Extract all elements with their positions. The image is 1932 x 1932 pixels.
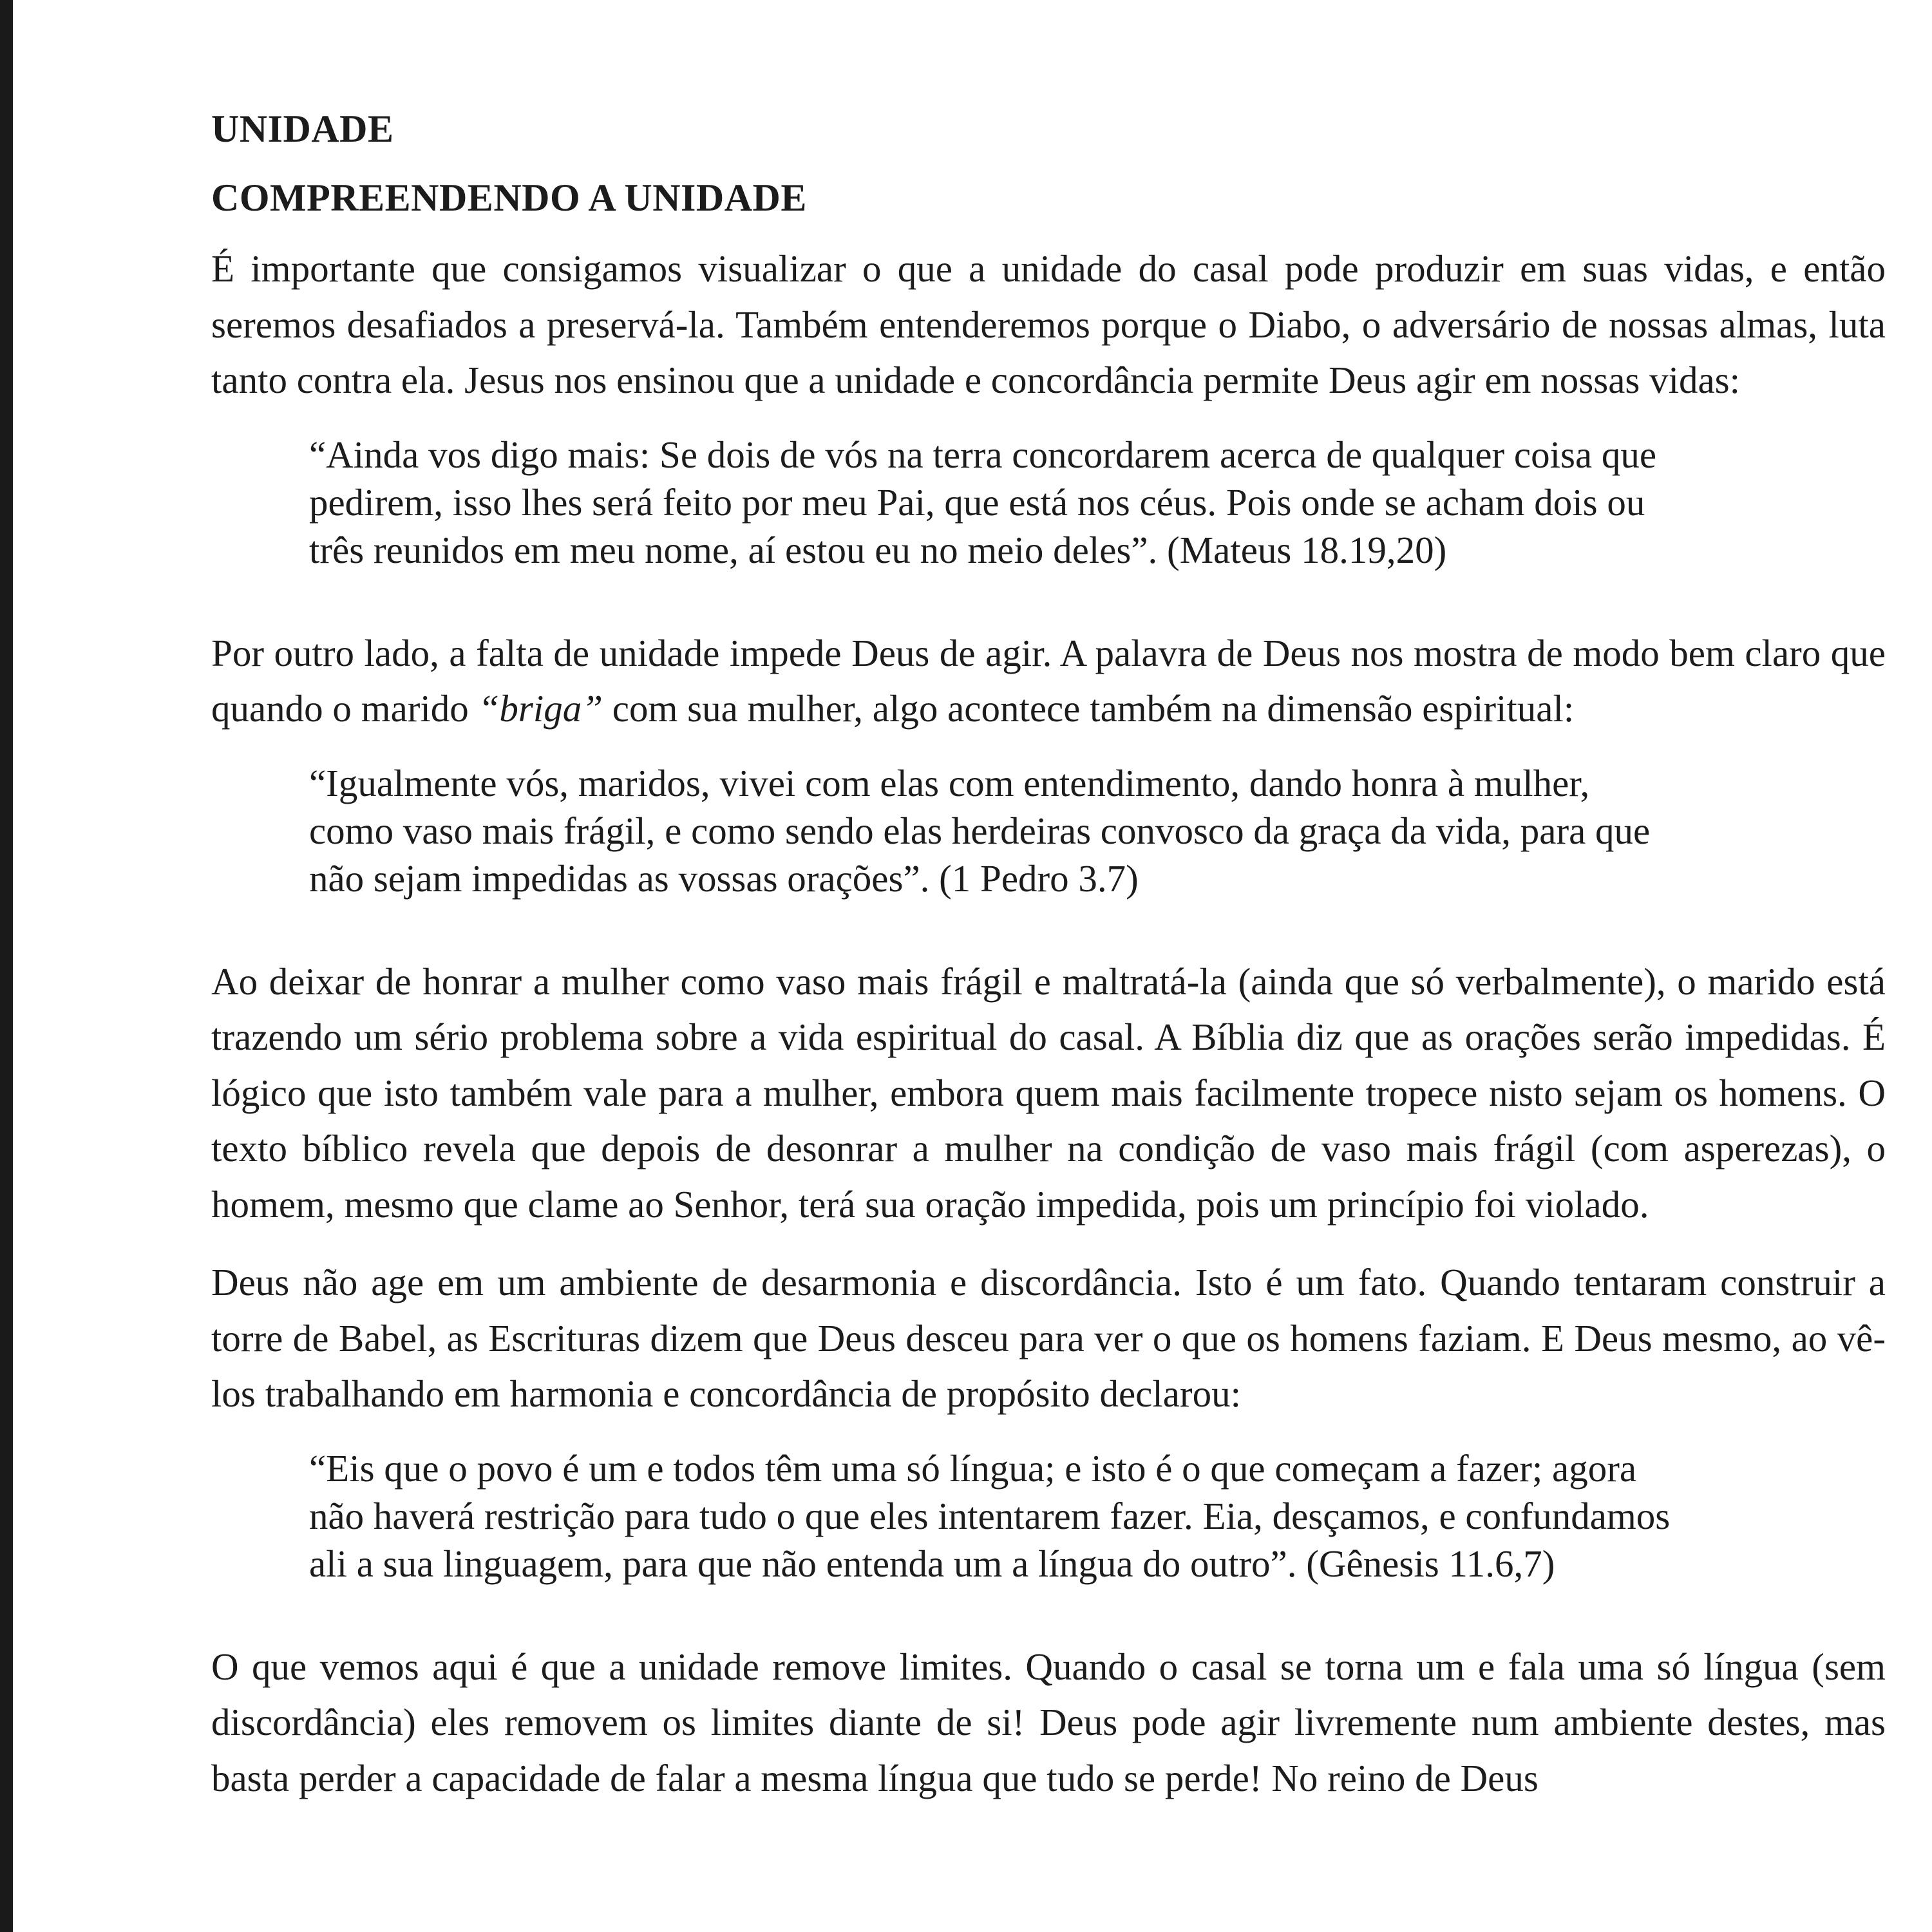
- paragraph-2-text-start: Por outro lado, a falta de unidade impede Deus de agir. A palavra de Deus nos mostra de modo bem claro que quando o marido: [211, 631, 1886, 730]
- quote-mateus: “Ainda vos digo mais: Se dois de vós na terra concordarem acerca de qualquer coisa que pedirem, isso lhes será feito por meu Pai, que está nos céus. Pois onde se acham dois ou três reunidos em meu nome, aí estou eu no meio deles”. (Mateus 18.19,20): [309, 433, 1657, 571]
- quote-genesis: “Eis que o povo é um e todos têm uma só língua; e isto é o que começam a fazer; agora não haverá restrição para tudo o que eles intentarem fazer. Eia, desçamos, e confundamos ali a sua linguagem, para que não entenda um a língua do outro”. (Gênesis 11.6,7): [309, 1446, 1671, 1585]
- quote-pedro: “Igualmente vós, maridos, vivei com elas com entendimento, dando honra à mulher, como vaso mais frágil, e como sendo elas herdeiras convosco da graça da vida, para que não sejam impedidas as vossas orações”. (1 Pedro 3.7): [309, 761, 1651, 900]
- paragraph-1: É importante que consigamos visualizar o que a unidade do casal pode produzir em suas vidas, e então seremos desafiados a preservá-la. Também entenderemos porque o Diabo, o adversário de nossas almas, luta tanto contra ela. Jesus nos ensinou que a unidade e concordância permite Deus agir em nossas vidas:: [211, 247, 1886, 401]
- section-title: UNIDADE: [211, 108, 394, 150]
- paragraph-5: O que vemos aqui é que a unidade remove limites. Quando o casal se torna um e fala uma só língua (sem discordância) eles removem os limites diante de si! Deus pode agir livremente num ambiente destes, mas basta perder a capacidade de falar a mesma língua que tudo se perde! No reino de Deus: [211, 1645, 1886, 1799]
- section-subtitle: COMPREENDENDO A UNIDADE: [211, 176, 807, 219]
- paragraph-2: [211, 625, 1886, 737]
- window-edge: [0, 0, 13, 1932]
- paragraph-4: Deus não age em um ambiente de desarmonia e discordância. Isto é um fato. Quando tentaram construir a torre de Babel, as Escrituras dizem que Deus desceu para ver o que os homens faziam. E Deus mesmo, ao vê-los trabalhando em harmonia e concordância de propósito declarou:: [211, 1261, 1886, 1415]
- document-page: [211, 103, 1886, 1828]
- paragraph-2-text-end: com sua mulher, algo acontece também na dimensão espiritual:: [603, 687, 1575, 730]
- paragraph-3: Ao deixar de honrar a mulher como vaso mais frágil e maltratá-la (ainda que só verbalmente), o marido está trazendo um sério problema sobre a vida espiritual do casal. A Bíblia diz que as orações serão impedidas. É lógico que isto também vale para a mulher, embora quem mais facilmente tropece nisto sejam os homens. O texto bíblico revela que depois de desonrar a mulher na condição de vaso mais frágil (com asperezas), o homem, mesmo que clame ao Senhor, terá sua oração impedida, pois um princípio foi violado.: [211, 960, 1886, 1226]
- emphasis-briga: “briga”: [478, 687, 603, 730]
